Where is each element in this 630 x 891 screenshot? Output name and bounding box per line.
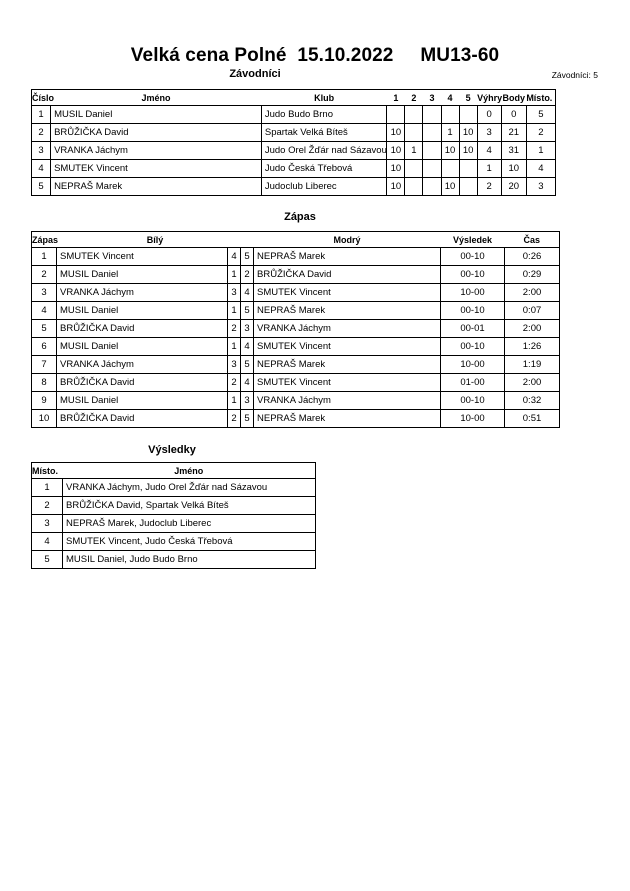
- match-result: 00-10: [441, 302, 505, 320]
- score-vs-2: [405, 106, 423, 124]
- match-result: 10-00: [441, 284, 505, 302]
- match-row: [32, 320, 560, 338]
- match-time: 0:51: [505, 410, 560, 428]
- score-vs-1: 10: [387, 124, 405, 142]
- match-row: [32, 248, 560, 266]
- col-header-result: Výsledek: [441, 232, 505, 248]
- competitor-place: 4: [526, 160, 555, 178]
- competitors-table: [31, 89, 556, 196]
- results-table: [31, 462, 316, 569]
- white-fighter: MUSIL Daniel: [57, 338, 228, 356]
- match-number: 1: [32, 248, 57, 266]
- col-header-club: Klub: [261, 90, 386, 106]
- col-header-white: Bílý: [57, 232, 254, 248]
- white-fighter: MUSIL Daniel: [57, 302, 228, 320]
- match-result: 00-10: [441, 338, 505, 356]
- result-place: 3: [32, 515, 63, 533]
- competitor-points: 0: [501, 106, 526, 124]
- blue-fighter-number: 5: [241, 248, 254, 266]
- competitor-place: 1: [526, 142, 555, 160]
- blue-fighter: NEPRAŠ Marek: [254, 410, 441, 428]
- score-vs-2: [405, 178, 423, 196]
- competitor-club: Judo Orel Žďár nad Sázavou: [261, 142, 386, 160]
- competitor-name: MUSIL Daniel: [51, 106, 262, 124]
- result-place: 4: [32, 533, 63, 551]
- match-number: 5: [32, 320, 57, 338]
- competitor-name: NEPRAŠ Marek: [51, 178, 262, 196]
- matches-heading: Zápas: [284, 211, 316, 223]
- competitor-number: 1: [32, 106, 51, 124]
- col-header-place: Místo.: [526, 90, 555, 106]
- match-number: 7: [32, 356, 57, 374]
- match-row: [32, 356, 560, 374]
- match-row: [32, 284, 560, 302]
- score-vs-3: [423, 106, 441, 124]
- score-vs-5: [459, 178, 477, 196]
- competitor-name: VRANKA Jáchym: [51, 142, 262, 160]
- col-header-score-1: 1: [387, 90, 405, 106]
- match-result: 00-10: [441, 392, 505, 410]
- blue-fighter-number: 3: [241, 392, 254, 410]
- white-fighter-number: 2: [228, 320, 241, 338]
- score-vs-1: 10: [387, 142, 405, 160]
- white-fighter: MUSIL Daniel: [57, 392, 228, 410]
- white-fighter-number: 1: [228, 392, 241, 410]
- score-vs-3: [423, 178, 441, 196]
- match-number: 3: [32, 284, 57, 302]
- blue-fighter-number: 5: [241, 356, 254, 374]
- blue-fighter-number: 4: [241, 374, 254, 392]
- col-header-time: Čas: [505, 232, 560, 248]
- blue-fighter: SMUTEK Vincent: [254, 284, 441, 302]
- match-result: 00-10: [441, 266, 505, 284]
- match-number: 2: [32, 266, 57, 284]
- blue-fighter-number: 5: [241, 410, 254, 428]
- competitor-wins: 4: [477, 142, 501, 160]
- competitor-row: [32, 124, 556, 142]
- match-time: 1:19: [505, 356, 560, 374]
- match-result: 00-01: [441, 320, 505, 338]
- result-place: 1: [32, 479, 63, 497]
- blue-fighter-number: 4: [241, 284, 254, 302]
- match-time: 0:26: [505, 248, 560, 266]
- match-time: 1:26: [505, 338, 560, 356]
- competitor-name: BRŮŽIČKA David: [51, 124, 262, 142]
- competitor-club: Judo Česká Třebová: [261, 160, 386, 178]
- competitor-place: 2: [526, 124, 555, 142]
- blue-fighter: SMUTEK Vincent: [254, 374, 441, 392]
- results-header-row: [32, 463, 316, 479]
- score-vs-3: [423, 160, 441, 178]
- white-fighter: MUSIL Daniel: [57, 266, 228, 284]
- competitor-club: Judoclub Liberec: [261, 178, 386, 196]
- col-header-wins: Výhry: [477, 90, 501, 106]
- score-vs-2: [405, 160, 423, 178]
- white-fighter: VRANKA Jáchym: [57, 284, 228, 302]
- white-fighter: BRŮŽIČKA David: [57, 374, 228, 392]
- col-header-score-3: 3: [423, 90, 441, 106]
- match-row: [32, 338, 560, 356]
- match-number: 6: [32, 338, 57, 356]
- blue-fighter-number: 4: [241, 338, 254, 356]
- col-header-result-place: Místo.: [32, 463, 63, 479]
- white-fighter-number: 2: [228, 374, 241, 392]
- score-vs-4: 10: [441, 178, 459, 196]
- score-vs-1: 10: [387, 160, 405, 178]
- result-name: NEPRAŠ Marek, Judoclub Liberec: [63, 515, 316, 533]
- col-header-score-5: 5: [459, 90, 477, 106]
- blue-fighter: BRŮŽIČKA David: [254, 266, 441, 284]
- match-result: 01-00: [441, 374, 505, 392]
- white-fighter-number: 1: [228, 338, 241, 356]
- white-fighter-number: 3: [228, 284, 241, 302]
- col-header-blue: Modrý: [254, 232, 441, 248]
- result-name: SMUTEK Vincent, Judo Česká Třebová: [63, 533, 316, 551]
- white-fighter: BRŮŽIČKA David: [57, 320, 228, 338]
- result-place: 2: [32, 497, 63, 515]
- page-title: Velká cena Polné 15.10.2022 MU13-60: [130, 45, 500, 66]
- competitor-place: 5: [526, 106, 555, 124]
- competitor-wins: 3: [477, 124, 501, 142]
- result-place: 5: [32, 551, 63, 569]
- competitor-wins: 2: [477, 178, 501, 196]
- competitor-wins: 1: [477, 160, 501, 178]
- white-fighter-number: 3: [228, 356, 241, 374]
- competitors-header-row: [32, 90, 556, 106]
- score-vs-5: 10: [459, 124, 477, 142]
- result-row: [32, 515, 316, 533]
- match-row: [32, 266, 560, 284]
- match-time: 2:00: [505, 284, 560, 302]
- score-vs-5: 10: [459, 142, 477, 160]
- result-row: [32, 497, 316, 515]
- blue-fighter: VRANKA Jáchym: [254, 320, 441, 338]
- match-time: 2:00: [505, 320, 560, 338]
- competitor-points: 31: [501, 142, 526, 160]
- white-fighter: VRANKA Jáchym: [57, 356, 228, 374]
- white-fighter: BRŮŽIČKA David: [57, 410, 228, 428]
- competitor-count: Závodníci: 5: [551, 70, 598, 80]
- score-vs-2: [405, 124, 423, 142]
- blue-fighter-number: 5: [241, 302, 254, 320]
- competitor-club: Spartak Velká Bíteš: [261, 124, 386, 142]
- competitor-place: 3: [526, 178, 555, 196]
- match-number: 10: [32, 410, 57, 428]
- match-number: 9: [32, 392, 57, 410]
- result-row: [32, 533, 316, 551]
- matches-table: [31, 231, 560, 428]
- blue-fighter-number: 3: [241, 320, 254, 338]
- blue-fighter-number: 2: [241, 266, 254, 284]
- white-fighter-number: 1: [228, 266, 241, 284]
- match-row: [32, 374, 560, 392]
- col-header-score-4: 4: [441, 90, 459, 106]
- competitor-row: [32, 178, 556, 196]
- match-result: 10-00: [441, 410, 505, 428]
- score-vs-4: [441, 106, 459, 124]
- matches-header-row: [32, 232, 560, 248]
- match-result: 00-10: [441, 248, 505, 266]
- competitor-club: Judo Budo Brno: [261, 106, 386, 124]
- competitor-row: [32, 142, 556, 160]
- competitor-points: 21: [501, 124, 526, 142]
- col-header-result-name: Jméno: [63, 463, 316, 479]
- blue-fighter: NEPRAŠ Marek: [254, 356, 441, 374]
- blue-fighter: VRANKA Jáchym: [254, 392, 441, 410]
- competitor-row: [32, 106, 556, 124]
- col-header-number: Číslo: [32, 90, 51, 106]
- white-fighter: SMUTEK Vincent: [57, 248, 228, 266]
- match-number: 8: [32, 374, 57, 392]
- match-row: [32, 392, 560, 410]
- competitor-points: 20: [501, 178, 526, 196]
- score-vs-4: [441, 160, 459, 178]
- competitor-points: 10: [501, 160, 526, 178]
- score-vs-1: [387, 106, 405, 124]
- score-vs-5: [459, 160, 477, 178]
- score-vs-2: 1: [405, 142, 423, 160]
- result-name: MUSIL Daniel, Judo Budo Brno: [63, 551, 316, 569]
- competitor-name: SMUTEK Vincent: [51, 160, 262, 178]
- match-row: [32, 302, 560, 320]
- competitor-number: 2: [32, 124, 51, 142]
- match-time: 0:32: [505, 392, 560, 410]
- score-vs-3: [423, 124, 441, 142]
- competitor-number: 3: [32, 142, 51, 160]
- col-header-name: Jméno: [51, 90, 262, 106]
- white-fighter-number: 2: [228, 410, 241, 428]
- col-header-match: Zápas: [32, 232, 57, 248]
- match-row: [32, 410, 560, 428]
- score-vs-3: [423, 142, 441, 160]
- match-time: 0:29: [505, 266, 560, 284]
- competitors-heading: Závodníci: [229, 68, 281, 80]
- result-name: VRANKA Jáchym, Judo Orel Žďár nad Sázavou: [63, 479, 316, 497]
- result-name: BRŮŽIČKA David, Spartak Velká Bíteš: [63, 497, 316, 515]
- col-header-score-2: 2: [405, 90, 423, 106]
- match-number: 4: [32, 302, 57, 320]
- score-vs-1: 10: [387, 178, 405, 196]
- result-row: [32, 479, 316, 497]
- white-fighter-number: 1: [228, 302, 241, 320]
- competitor-number: 4: [32, 160, 51, 178]
- score-vs-5: [459, 106, 477, 124]
- competitor-row: [32, 160, 556, 178]
- blue-fighter: SMUTEK Vincent: [254, 338, 441, 356]
- white-fighter-number: 4: [228, 248, 241, 266]
- competitor-number: 5: [32, 178, 51, 196]
- results-heading: Výsledky: [148, 444, 196, 456]
- match-result: 10-00: [441, 356, 505, 374]
- competitor-wins: 0: [477, 106, 501, 124]
- match-time: 0:07: [505, 302, 560, 320]
- blue-fighter: NEPRAŠ Marek: [254, 248, 441, 266]
- score-vs-4: 10: [441, 142, 459, 160]
- result-row: [32, 551, 316, 569]
- col-header-points: Body: [501, 90, 526, 106]
- score-vs-4: 1: [441, 124, 459, 142]
- match-time: 2:00: [505, 374, 560, 392]
- blue-fighter: NEPRAŠ Marek: [254, 302, 441, 320]
